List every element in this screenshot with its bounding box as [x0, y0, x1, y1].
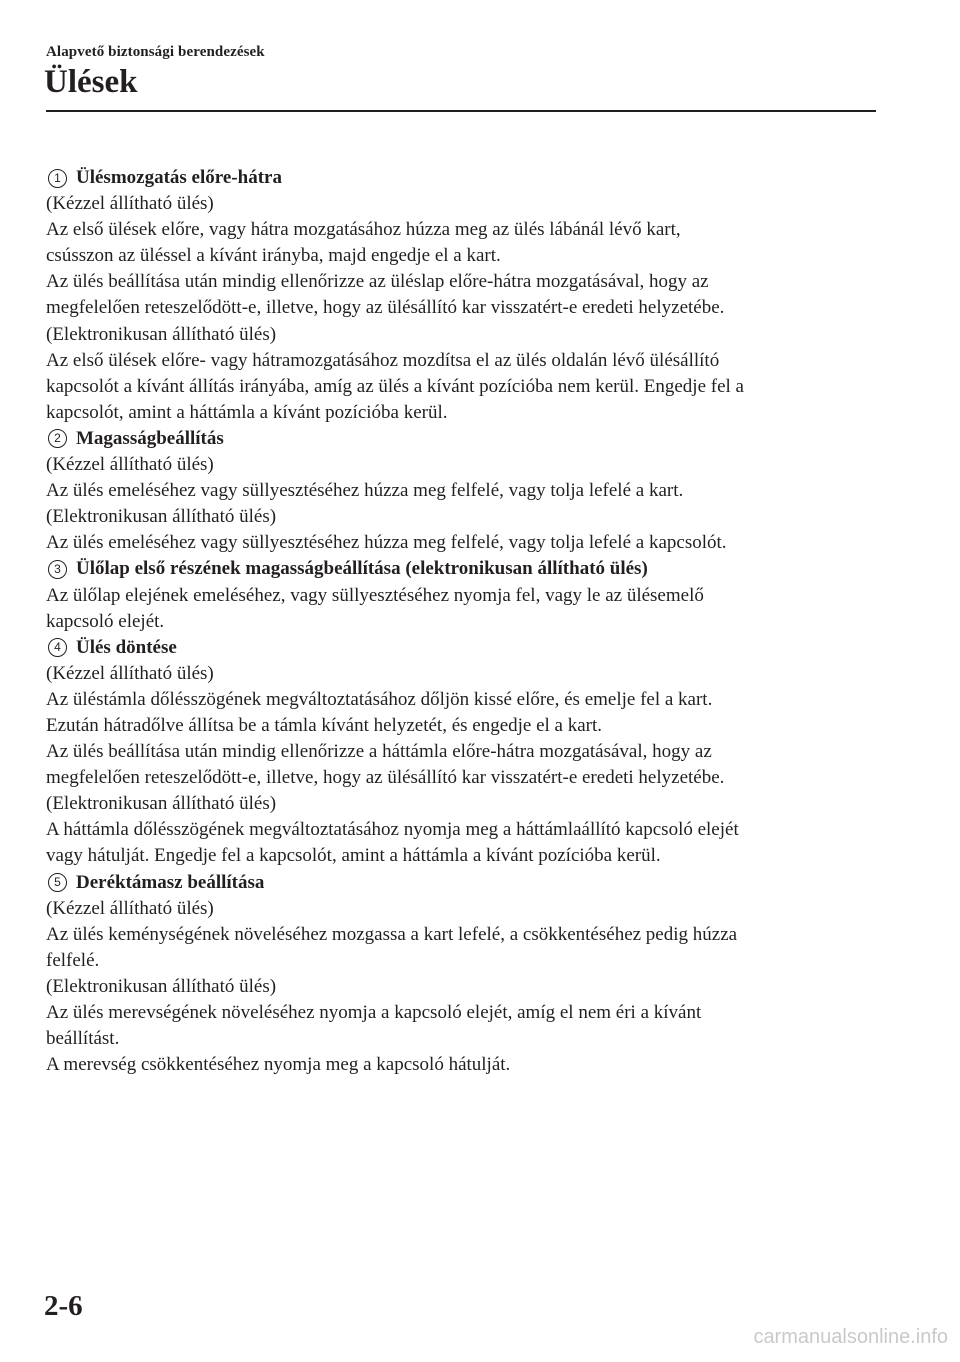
text-line: vagy hátulját. Engedje fel a kapcsolót, amint a háttámla a kívánt pozícióba kerül.	[46, 845, 661, 867]
section-heading	[46, 870, 886, 896]
text-line: (Kézzel állítható ülés)	[46, 897, 214, 919]
watermark: carmanualsonline.info	[753, 1326, 948, 1348]
chapter-title: Alapvető biztonsági berendezések	[46, 44, 265, 60]
text-line: Az ülés emeléséhez vagy süllyesztéséhez húzza meg felfelé, vagy tolja lefelé a kart.	[46, 480, 684, 502]
section	[46, 556, 886, 634]
section-heading-text: Ülőlap első részének magasságbeállítása (elektronikusan állítható ülés)	[76, 558, 648, 580]
text-line: Az első ülések előre, vagy hátra mozgatásához húzza meg az ülés lábánál lévő kart,	[46, 219, 681, 241]
section-heading	[46, 635, 886, 661]
text-line: kapcsolót a kívánt állítás irányába, amíg az ülés a kívánt pozícióba nem kerül. Engedje fel a	[46, 375, 744, 397]
text-line: (Kézzel állítható ülés)	[46, 454, 214, 476]
text-line: Az ülés beállítása után mindig ellenőrizze az üléslap előre-hátra mozgatásával, hogy az	[46, 271, 709, 293]
page-number: 2-6	[44, 1290, 83, 1322]
text-line: kapcsoló elejét.	[46, 610, 165, 632]
content	[46, 165, 886, 1078]
section-heading-text: Ülés döntése	[76, 636, 177, 658]
text-line: megfelelően reteszelődött-e, illetve, hogy az ülésállító kar visszatért-e eredeti helyzetébe.	[46, 297, 725, 319]
text-line: (Elektronikusan állítható ülés)	[46, 506, 277, 528]
section	[46, 870, 886, 1079]
text-line: Az ülőlap elejének emeléséhez, vagy süllyesztéséhez nyomja fel, vagy le az ülésemelő	[46, 584, 704, 606]
text-line: Az első ülések előre- vagy hátramozgatásához mozdítsa el az ülés oldalán lévő ülésállító	[46, 349, 720, 371]
text-line: megfelelően reteszelődött-e, illetve, hogy az ülésállító kar visszatért-e eredeti helyzetébe.	[46, 767, 725, 789]
section-number-icon: 5	[48, 873, 67, 892]
text-line: Az ülés merevségének növeléséhez nyomja a kapcsoló elejét, amíg el nem éri a kívánt	[46, 1002, 702, 1023]
page-title: Ülések	[44, 64, 138, 100]
text-line: A merevség csökkentéséhez nyomja meg a kapcsoló hátulját.	[46, 1054, 511, 1076]
section-number-icon: 2	[48, 429, 67, 448]
text-line: Az ülés emeléséhez vagy süllyesztéséhez húzza meg felfelé, vagy tolja lefelé a kapcsolót.	[46, 532, 727, 554]
section-number-icon: 4	[48, 638, 67, 657]
text-line: (Kézzel állítható ülés)	[46, 662, 214, 684]
text-line: Az üléstámla dőlésszögének megváltoztatásához dőljön kissé előre, és emelje fel a kart.	[46, 688, 713, 710]
section-heading	[46, 426, 886, 452]
text-line: kapcsolót, amint a háttámla a kívánt pozícióba kerül.	[46, 401, 448, 423]
section	[46, 426, 886, 556]
text-line: Az ülés keménységének növeléséhez mozgassa a kart lefelé, a csökkentéséhez pedig húzza	[46, 923, 738, 945]
text-line: beállítást.	[46, 1028, 120, 1050]
section-heading-text: Deréktámasz beállítása	[76, 871, 265, 893]
text-line: A háttámla dőlésszögének megváltoztatásához nyomja meg a háttámlaállító kapcsoló elejét	[46, 819, 739, 841]
section-heading-text: Magasságbeállítás	[76, 427, 224, 449]
text-line: (Kézzel állítható ülés)	[46, 193, 214, 215]
section	[46, 165, 886, 426]
section-number-icon: 3	[48, 560, 67, 579]
text-line: csússzon az üléssel a kívánt irányba, majd engedje el a kart.	[46, 245, 501, 267]
text-line: (Elektronikusan állítható ülés)	[46, 793, 277, 815]
section-heading	[46, 165, 886, 191]
text-line: Ezután hátradőlve állítsa be a támla kívánt helyzetét, és engedje el a kart.	[46, 714, 603, 736]
text-line: felfelé.	[46, 949, 100, 971]
section-number-icon: 1	[48, 169, 67, 188]
text-line: (Elektronikusan állítható ülés)	[46, 975, 277, 997]
text-line: Az ülés beállítása után mindig ellenőrizze a háttámla előre-hátra mozgatásával, hogy az	[46, 741, 712, 763]
section-heading-text: Ülésmozgatás előre-hátra	[76, 167, 282, 188]
title-rule	[46, 110, 876, 112]
section	[46, 635, 886, 870]
text-line: (Elektronikusan állítható ülés)	[46, 323, 277, 345]
section-heading	[46, 556, 886, 582]
